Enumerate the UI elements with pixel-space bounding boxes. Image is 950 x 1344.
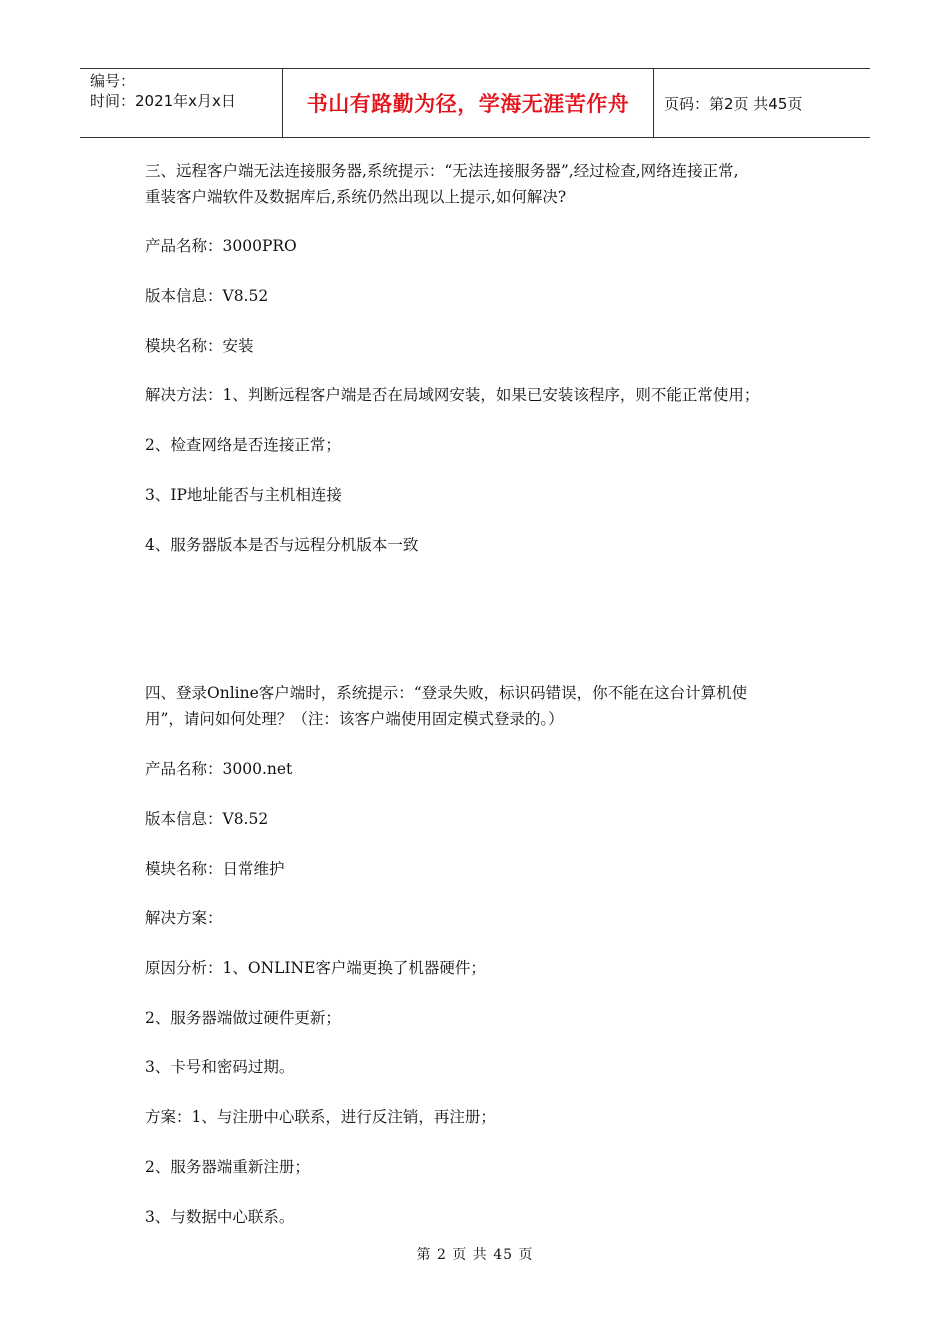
q4-fix-3: 3、与数据中心联系。 <box>145 1208 295 1226</box>
q4-cause-3: 3、卡号和密码过期。 <box>145 1058 295 1076</box>
q4-cause-2: 2、服务器端做过硬件更新； <box>145 1009 341 1027</box>
q3-version: 版本信息：V8.52 <box>145 287 269 305</box>
header-meta-cell <box>80 69 282 137</box>
q4-question-line2: 用”，请问如何处理？（注：该客户端使用固定模式登录的。） <box>145 710 564 728</box>
q4-module: 模块名称：日常维护 <box>145 860 285 878</box>
motto-text: 书山有路勤为径，学海无涯苦作舟 <box>306 92 630 116</box>
q3-question <box>145 158 825 210</box>
header-page-cell <box>654 69 870 137</box>
header-motto-cell <box>282 69 654 137</box>
page-footer: 第 2 页 共 45 页 <box>416 1247 534 1263</box>
q3-solution: 解决方法：1、判断远程客户端是否在局域网安装，如果已安装该程序，则不能正常使用； <box>145 386 760 404</box>
q3-step-2: 2、检查网络是否连接正常； <box>145 436 341 454</box>
time-label: 时间：2021年x月x日 <box>90 92 236 110</box>
q3-question-line2: 重装客户端软件及数据库后,系统仍然出现以上提示,如何解决? <box>145 188 567 206</box>
q4-fix-1: 方案：1、与注册中心联系，进行反注销，再注册； <box>145 1108 496 1126</box>
q3-product: 产品名称：3000PRO <box>145 237 297 255</box>
q4-plan-title: 解决方案： <box>145 909 223 927</box>
q4-fix-2: 2、服务器端重新注册； <box>145 1158 310 1176</box>
q4-question <box>145 680 825 732</box>
q4-product: 产品名称：3000.net <box>145 760 293 778</box>
q3-module: 模块名称：安装 <box>145 337 254 355</box>
q4-question-line1: 四、登录Online客户端时，系统提示：“登录失败，标识码错误，你不能在这台计算机使 <box>145 684 748 702</box>
q3-step-3: 3、IP地址能否与主机相连接 <box>145 486 342 504</box>
page-code: 页码：第2页 共45页 <box>664 94 803 113</box>
page-header <box>80 68 870 138</box>
q3-step-4: 4、服务器版本是否与远程分机版本一致 <box>145 536 419 554</box>
q4-version: 版本信息：V8.52 <box>145 810 269 828</box>
q3-question-line1: 三、远程客户端无法连接服务器,系统提示：“无法连接服务器”,经过检查,网络连接正常, <box>145 162 739 180</box>
q4-cause-1: 原因分析：1、ONLINE客户端更换了机器硬件； <box>145 959 486 977</box>
number-label: 编号： <box>90 72 136 90</box>
